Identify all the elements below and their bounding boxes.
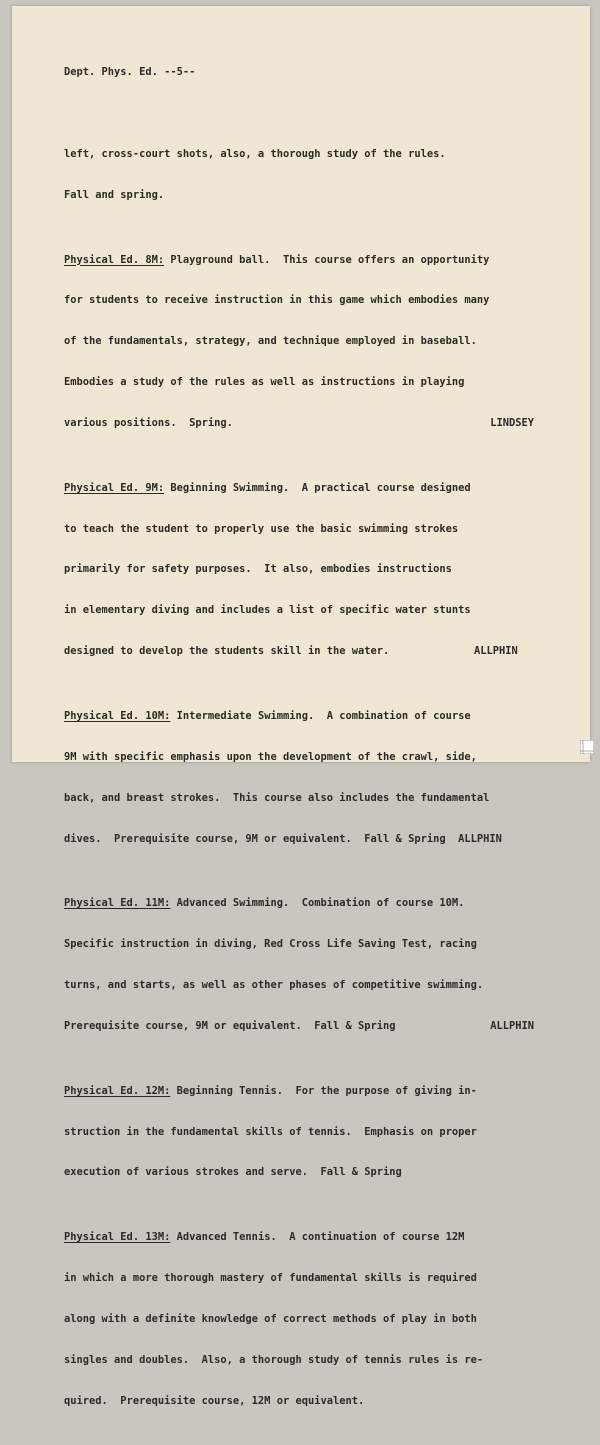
course-13m-line-5: quired. Prerequisite course, 12M or equivalent. bbox=[64, 1394, 365, 1407]
course-11m-last: Prerequisite course, 9M or equivalent. Fall & Spring bbox=[64, 1019, 396, 1032]
course-8m-line-4: Embodies a study of the rules as well as instructions in playing bbox=[64, 376, 465, 389]
course-10m-code: Physical Ed. 10M: bbox=[64, 709, 171, 722]
course-11m-line-3: turns, and starts, as well as other phases of competitive swimming. bbox=[64, 979, 484, 992]
typed-text-body bbox=[64, 28, 534, 1445]
course-8m-term: various positions. Spring. bbox=[64, 416, 233, 429]
course-11m-line-2: Specific instruction in diving, Red Cross Life Saving Test, racing bbox=[64, 938, 477, 951]
document-page bbox=[12, 6, 590, 1407]
course-8m-line-5 bbox=[64, 415, 534, 432]
course-10m-line-3: back, and breast strokes. This course also includes the fundamental bbox=[64, 791, 490, 804]
course-9m-instructor: ALLPHIN bbox=[474, 645, 518, 658]
course-8m-line-2: for students to receive instruction in this game which embodies many bbox=[64, 294, 490, 307]
course-13m-line-3: along with a definite knowledge of correct methods of play in both bbox=[64, 1312, 477, 1325]
course-12m-line-3: execution of various strokes and serve. Fall & Spring bbox=[64, 1166, 402, 1179]
course-10m-line-1 bbox=[64, 708, 534, 725]
course-9m-line-3: primarily for safety purposes. It also, embodies instructions bbox=[64, 563, 452, 576]
course-9m-line-5 bbox=[64, 643, 534, 660]
intro-line-2: Fall and spring. bbox=[64, 188, 165, 201]
course-11m-code: Physical Ed. 11M: bbox=[64, 897, 171, 910]
course-9m-title: Beginning Swimming. A practical course designed bbox=[164, 481, 471, 494]
course-9m-last: designed to develop the students skill in the water. bbox=[64, 645, 390, 658]
course-13m-line-1 bbox=[64, 1229, 534, 1246]
course-12m-line-2: struction in the fundamental skills of tennis. Emphasis on proper bbox=[64, 1125, 477, 1138]
course-8m-instructor: LINDSEY bbox=[490, 416, 534, 429]
course-8m-line-3: of the fundamentals, strategy, and technique employed in baseball. bbox=[64, 335, 477, 348]
course-13m-line-4: singles and doubles. Also, a thorough study of tennis rules is re- bbox=[64, 1353, 484, 1366]
course-9m-line-2: to teach the student to properly use the basic swimming strokes bbox=[64, 522, 459, 535]
course-11m-instructor: ALLPHIN bbox=[490, 1019, 534, 1032]
corner-scale-marker bbox=[580, 740, 594, 754]
course-9m-code: Physical Ed. 9M: bbox=[64, 481, 165, 494]
course-12m-line-1 bbox=[64, 1083, 534, 1100]
course-8m-title: Playground ball. This course offers an opportunity bbox=[164, 253, 490, 266]
course-8m-code: Physical Ed. 8M: bbox=[64, 253, 165, 266]
course-9m-line-4: in elementary diving and includes a list of specific water stunts bbox=[64, 604, 471, 617]
course-13m-title: Advanced Tennis. A continuation of course 12M bbox=[170, 1231, 465, 1244]
intro-line-1: left, cross-court shots, also, a thorough study of the rules. bbox=[64, 147, 446, 160]
course-12m-code: Physical Ed. 12M: bbox=[64, 1084, 171, 1097]
course-10m-title: Intermediate Swimming. A combination of course bbox=[170, 709, 471, 722]
page-header: Dept. Phys. Ed. --5-- bbox=[64, 66, 196, 78]
course-9m-line-1 bbox=[64, 480, 534, 497]
course-10m-line-4: dives. Prerequisite course, 9M or equivalent. Fall & Spring ALLPHIN bbox=[64, 832, 502, 845]
course-12m-title: Beginning Tennis. For the purpose of giving in- bbox=[170, 1084, 477, 1097]
course-11m-line-4 bbox=[64, 1018, 534, 1035]
course-13m-line-2: in which a more thorough mastery of fundamental skills is required bbox=[64, 1272, 477, 1285]
course-11m-line-1 bbox=[64, 895, 534, 912]
course-8m-line-1 bbox=[64, 252, 534, 269]
course-13m-code: Physical Ed. 13M: bbox=[64, 1231, 171, 1244]
course-11m-title: Advanced Swimming. Combination of course 10M. bbox=[170, 897, 465, 910]
course-10m-line-2: 9M with specific emphasis upon the development of the crawl, side, bbox=[64, 750, 477, 763]
